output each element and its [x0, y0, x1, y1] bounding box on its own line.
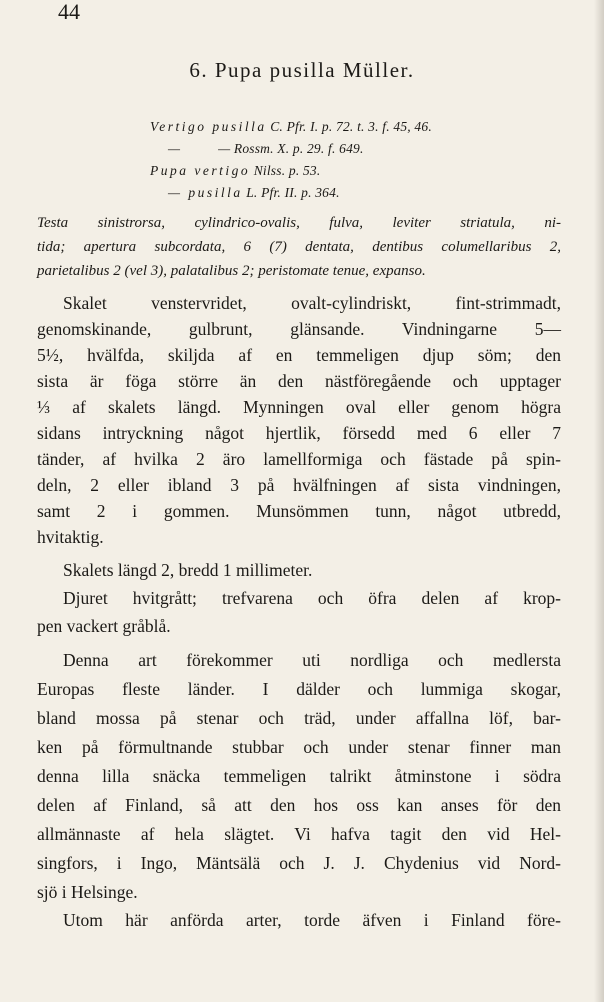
body-line: bland mossa på stenar och träd, under affallna löf, bar- — [37, 708, 561, 728]
synonym-line: Vertigo pusilla C. Pfr. I. p. 72. t. 3. f. 45, 46. — [150, 119, 432, 134]
body-line: delen af Finland, så att den hos oss kan anses för den — [37, 795, 561, 815]
body-line: pen vackert gråblå. — [37, 616, 171, 636]
body-line: allmännaste af hela slägtet. Vi hafva tagit den vid Hel- — [37, 824, 561, 844]
section-heading: 6. Pupa pusilla Müller. — [189, 58, 415, 82]
body-line: denna lilla snäcka temmeligen talrikt åtminstone i södra — [37, 766, 561, 786]
diagnosis-line: Testa sinistrorsa, cylindrico-ovalis, fulva, leviter striatula, ni- — [37, 215, 561, 231]
body-line: Europas fleste länder. I dälder och lummiga skogar, — [37, 679, 561, 699]
body-line: genomskinande, gulbrunt, glänsande. Vindningarne 5— — [37, 319, 561, 339]
body-line: singfors, i Ingo, Mäntsälä och J. J. Chydenius vid Nord- — [37, 853, 561, 873]
body-line: tänder, af hvilka 2 äro lamellformiga och fästade på spin- — [37, 449, 561, 469]
body-line: sidans intryckning något hjertlik, försedd med 6 eller 7 — [37, 423, 561, 443]
body-line: ⅓ af skalets längd. Mynningen oval eller genom högra — [37, 397, 561, 417]
body-line: Utom här anförda arter, torde äfven i Finland före- — [63, 910, 561, 930]
page-number: 44 — [58, 0, 80, 24]
diagnosis-line: tida; apertura subcordata, 6 (7) dentata, dentibus columellaribus 2, — [37, 239, 561, 255]
body-line: Skalets längd 2, bredd 1 millimeter. — [63, 560, 313, 580]
body-line: hvitaktig. — [37, 527, 104, 547]
synonym-line: — — Rossm. X. p. 29. f. 649. — [168, 141, 364, 156]
body-line: samt 2 i gommen. Munsömmen tunn, något utbredd, — [37, 501, 561, 521]
body-line: Skalet venstervridet, ovalt-cylindriskt, fint-strimmadt, — [63, 293, 561, 313]
body-line: Denna art förekommer uti nordliga och medlersta — [63, 650, 561, 670]
synonym-line: Pupa vertigo Nilss. p. 53. — [150, 163, 321, 178]
body-line: 5½, hvälfda, skiljda af en temmeligen djup söm; den — [37, 345, 561, 365]
body-line: ken på förmultnande stubbar och under stenar finner man — [37, 737, 561, 757]
diagnosis-line: parietalibus 2 (vel 3), palatalibus 2; peristomate tenue, expanso. — [37, 263, 426, 279]
body-line: deln, 2 eller ibland 3 på hvälfningen af sista vindningen, — [37, 475, 561, 495]
body-line: sista är föga större än den nästföregående och upptager — [37, 371, 561, 391]
body-line: sjö i Helsinge. — [37, 882, 138, 902]
page-edge-shadow — [594, 0, 604, 1002]
synonym-line: — pusilla L. Pfr. II. p. 364. — [168, 185, 340, 200]
body-line: Djuret hvitgrått; trefvarena och öfra delen af krop- — [63, 588, 561, 608]
